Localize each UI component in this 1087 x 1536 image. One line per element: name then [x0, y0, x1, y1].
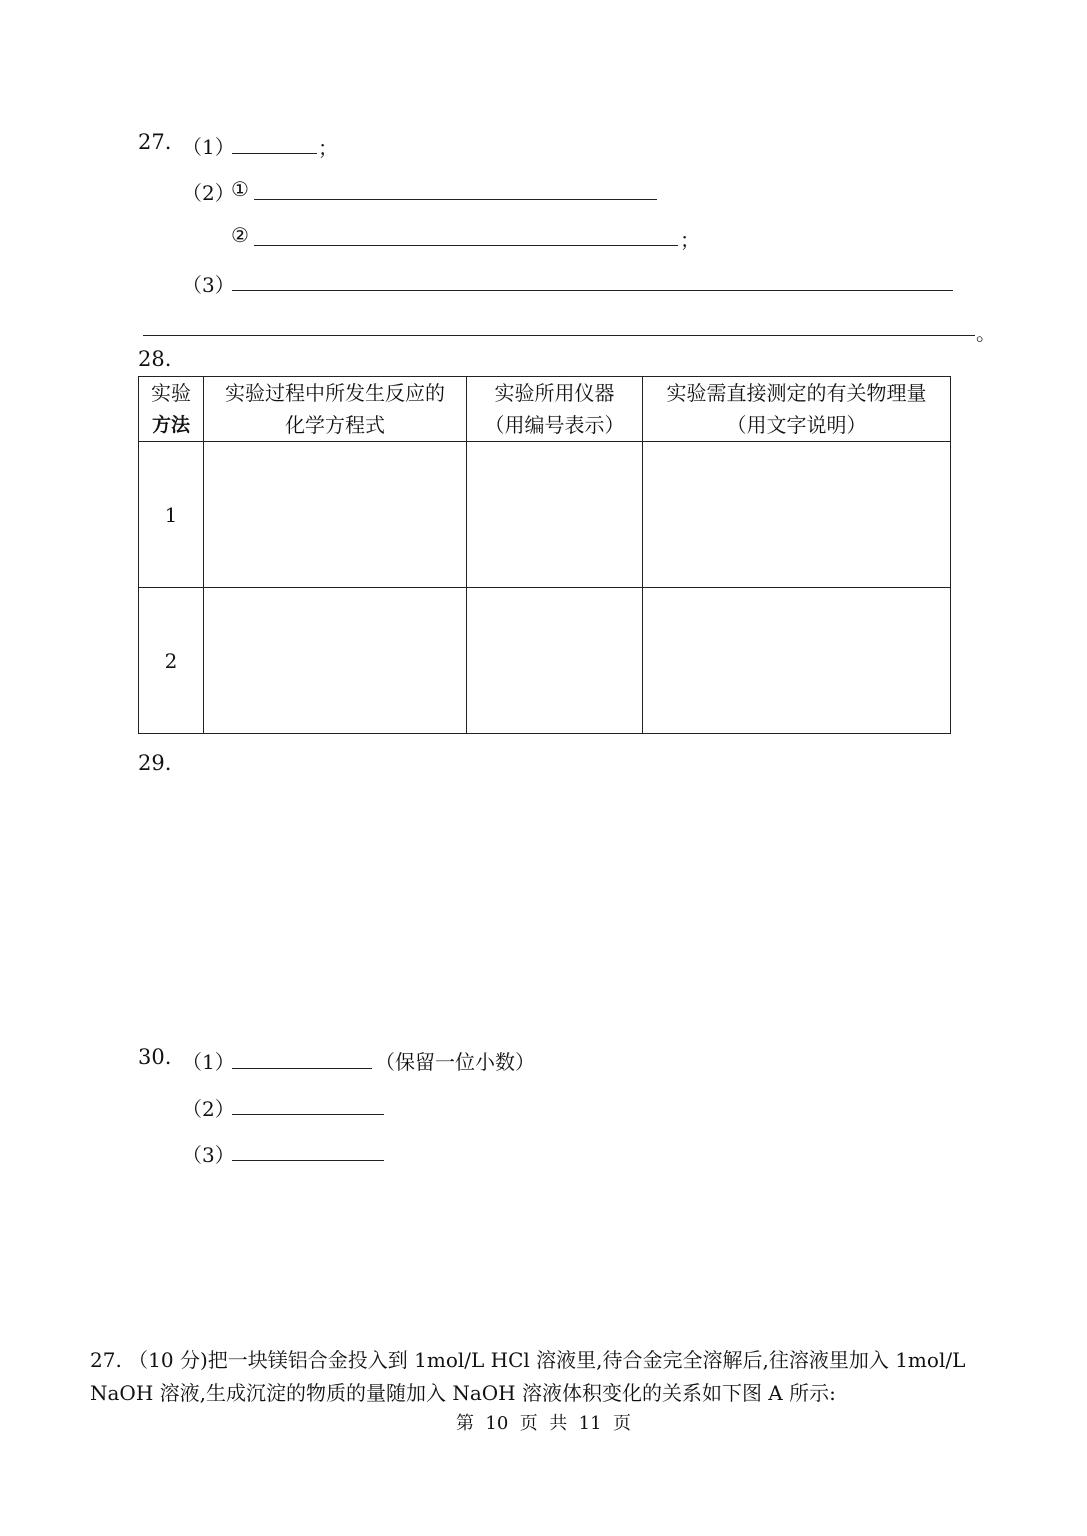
- q27-part3-label: （3）: [182, 273, 235, 297]
- problem-number: 27.: [90, 1348, 122, 1372]
- q28-header-row: [139, 377, 951, 442]
- q28-header-method-line1: 实验: [151, 381, 191, 405]
- q28-row1-equation-cell[interactable]: [204, 442, 467, 588]
- page-footer: 第 10 页 共 11 页: [455, 1413, 632, 1434]
- q28-header-method: [139, 377, 204, 442]
- q30-part1-note: （保留一位小数）: [375, 1050, 535, 1074]
- q27-part2-blank1[interactable]: [254, 199, 657, 200]
- q29-number: 29.: [138, 751, 172, 775]
- q27-part3-end: 。: [976, 321, 996, 345]
- q27-part2-label: （2）: [182, 181, 235, 205]
- problem-text: 把一块镁铝合金投入到 1mol/L HCl 溶液里,待合金完全溶解后,往溶液里加入 1mol/L NaOH 溶液,生成沉淀的物质的量随加入 NaOH 溶液体积变化的关系如下图 A 所示:: [90, 1348, 966, 1405]
- q28-header-equation-line2: 化学方程式: [285, 413, 385, 437]
- q27-part2-blank2[interactable]: [254, 245, 678, 246]
- q27-part2-circle1: ①: [231, 177, 249, 201]
- q27-part2-circle2: ②: [231, 223, 249, 247]
- table-row: [139, 588, 951, 734]
- q30-number: 30.: [138, 1045, 172, 1069]
- q27-part1-separator: ；: [318, 136, 338, 160]
- q28-row2-quantities-cell[interactable]: [643, 588, 951, 734]
- q28-table: [138, 376, 951, 734]
- q28-row2-equation-cell[interactable]: [204, 588, 467, 734]
- q30-part1-label: （1）: [182, 1050, 235, 1074]
- q30-part1-blank[interactable]: [232, 1068, 372, 1069]
- q28-row2-method: 2: [139, 588, 204, 734]
- q27-part1-blank[interactable]: [232, 153, 317, 154]
- q28-header-instruments-line1: 实验所用仪器: [494, 381, 615, 405]
- q30-part3-label: （3）: [182, 1143, 235, 1167]
- q28-header-instruments-line2: （用编号表示）: [484, 413, 625, 437]
- q28-header-quantities: [643, 377, 951, 442]
- q28-header-quantities-line1: 实验需直接测定的有关物理量: [666, 381, 927, 405]
- q27-part2-separator: ；: [680, 228, 700, 252]
- problem-paragraph: [90, 1344, 1010, 1410]
- q27-number: 27.: [138, 130, 172, 154]
- q28-row1-method: 1: [139, 442, 204, 588]
- q30-part3-blank[interactable]: [232, 1160, 384, 1161]
- q28-header-equation: [204, 377, 467, 442]
- q28-number: 28.: [138, 347, 172, 371]
- q30-part2-label: （2）: [182, 1097, 235, 1121]
- table-row: [139, 442, 951, 588]
- q28-header-quantities-line2: （用文字说明）: [726, 413, 867, 437]
- q27-part1-label: （1）: [182, 135, 235, 159]
- q28-header-method-line2: 方法: [151, 414, 190, 436]
- q28-row1-quantities-cell[interactable]: [643, 442, 951, 588]
- q27-part3-blank2[interactable]: [143, 335, 975, 336]
- q30-part2-blank[interactable]: [232, 1114, 384, 1115]
- q28-header-instruments: [467, 377, 643, 442]
- q28-row1-instruments-cell[interactable]: [467, 442, 643, 588]
- problem-score: （10 分): [128, 1348, 208, 1372]
- q27-part3-blank1[interactable]: [232, 290, 953, 291]
- q28-row2-instruments-cell[interactable]: [467, 588, 643, 734]
- q28-header-equation-line1: 实验过程中所发生反应的: [225, 381, 445, 405]
